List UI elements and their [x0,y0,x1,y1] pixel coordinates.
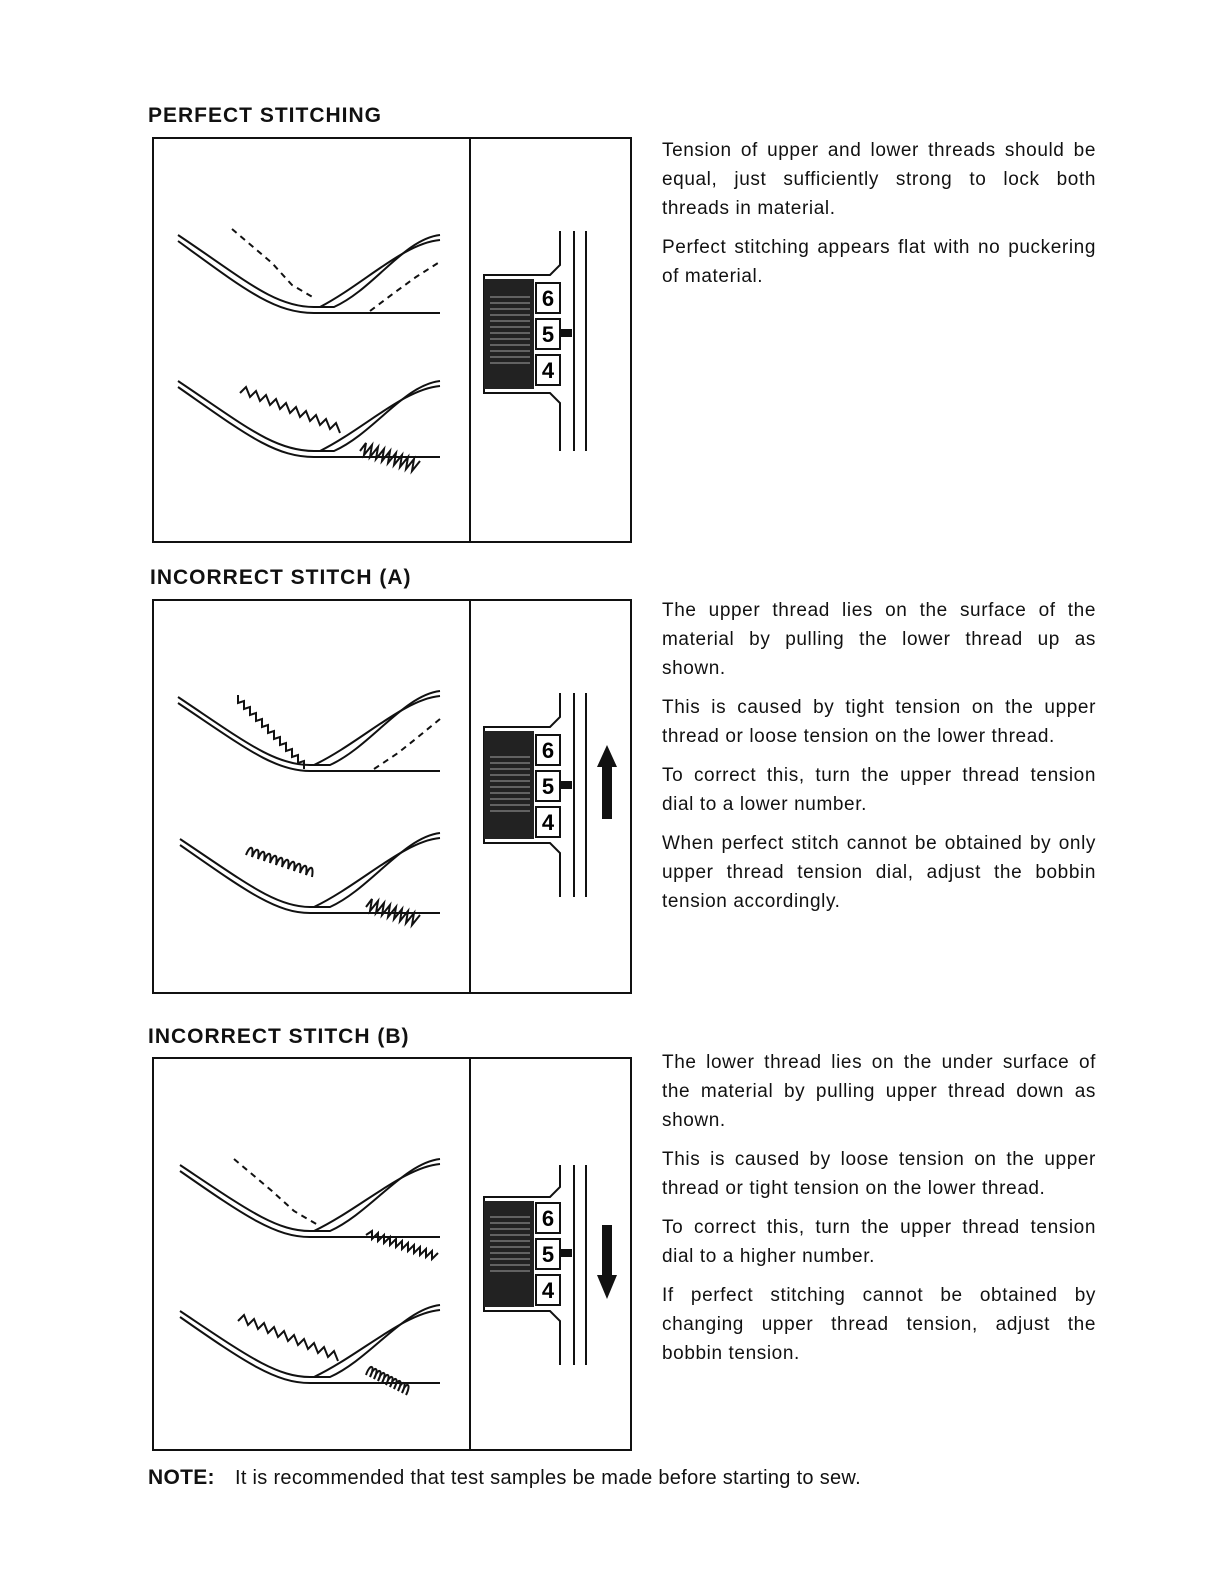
note [148,1466,861,1490]
dial-number-5: 5 [541,774,555,799]
upper-stitch-diagram [178,691,440,771]
tension-dial [484,693,617,897]
paragraph: To correct this, turn the upper thread tension dial to a lower number. [662,765,1096,815]
paragraph: This is caused by tight tension on the upper thread or loose tension on the lower thread. [662,697,1096,747]
tension-dial [484,1165,617,1365]
lower-stitch-diagram [180,833,440,925]
incorrect-stitch-b-illustration [154,1059,630,1449]
arrow-down-icon [597,1225,617,1299]
note-label: NOTE: [148,1466,215,1489]
figure-perfect-stitching [152,137,632,543]
upper-stitch-diagram [180,1159,440,1259]
paragraph: To correct this, turn the upper thread tension dial to a higher number. [662,1217,1096,1267]
perfect-stitch-illustration [154,139,630,541]
incorrect-stitch-a-illustration [154,601,630,992]
text-perfect-stitching [662,136,1096,301]
section-heading-incorrect-b: INCORRECT STITCH (B) [148,1025,410,1048]
paragraph: The lower thread lies on the under surface of the material by pulling upper thread down as shown. [662,1052,1096,1131]
arrow-up-icon [597,745,617,819]
paragraph: If perfect stitching cannot be obtained by changing upper thread tension, adjust the bobbin tension. [662,1285,1096,1364]
figure-incorrect-stitch-b [152,1057,632,1451]
paragraph: This is caused by loose tension on the upper thread or tight tension on the lower thread. [662,1149,1096,1199]
text-incorrect-stitch-a [662,596,1096,926]
dial-number-4: 4 [541,1278,555,1303]
paragraph: When perfect stitch cannot be obtained by only upper thread tension dial, adjust the bobbin tension accordingly. [662,833,1096,912]
section-heading-perfect: PERFECT STITCHING [148,104,383,127]
note-text: It is recommended that test samples be made before starting to sew. [234,1467,861,1489]
dial-number-4: 4 [541,358,555,383]
dial-number-6: 6 [541,1206,555,1231]
text-incorrect-stitch-b [662,1048,1096,1378]
dial-number-4: 4 [541,810,555,835]
paragraph: Tension of upper and lower threads should be equal, just sufficiently strong to lock both threads in material. [662,140,1096,219]
dial-number-6: 6 [541,286,555,311]
tension-dial [484,231,586,451]
upper-stitch-diagram [178,229,440,313]
section-heading-incorrect-a: INCORRECT STITCH (A) [150,566,412,589]
dial-number-6: 6 [541,738,555,763]
lower-stitch-diagram [178,381,440,471]
lower-stitch-diagram [180,1305,440,1395]
figure-incorrect-stitch-a [152,599,632,994]
paragraph: The upper thread lies on the surface of the material by pulling the lower thread up as shown. [662,600,1096,679]
dial-number-5: 5 [541,322,555,347]
dial-number-5: 5 [541,1242,555,1267]
paragraph: Perfect stitching appears flat with no puckering of material. [662,237,1096,287]
